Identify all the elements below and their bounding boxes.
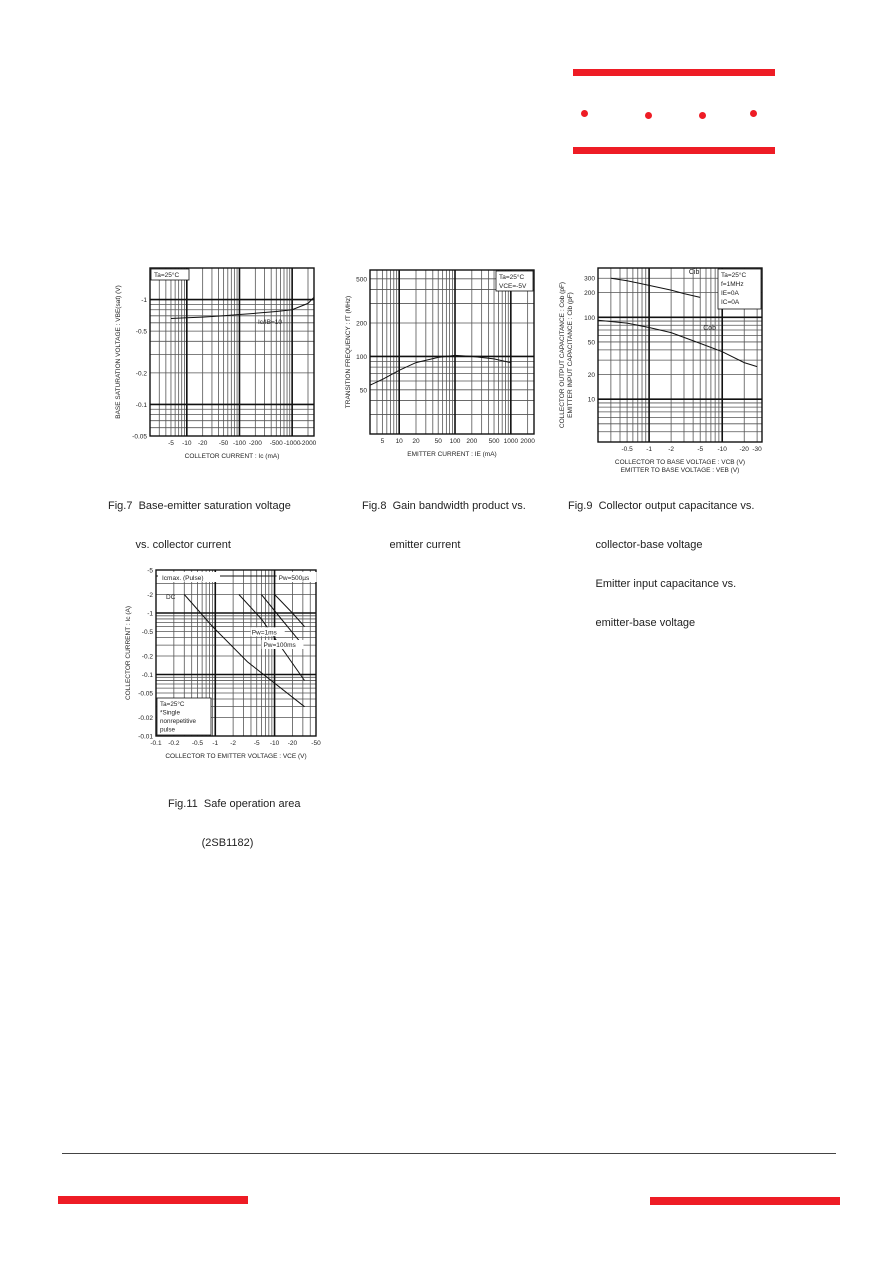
x-tick-label: -50 xyxy=(218,440,229,447)
footer-rule xyxy=(62,1153,836,1154)
y-axis-label: COLLECTOR CURRENT : Ic (A) xyxy=(125,605,132,701)
x-axis-label: COLLETOR CURRENT : Ic (mA) xyxy=(184,453,280,460)
x-tick-label: -200 xyxy=(248,440,262,447)
figure-7 xyxy=(108,260,320,551)
chart-capacitance xyxy=(558,260,768,474)
x-tick-label: 10 xyxy=(395,438,403,445)
condition-label: IE=0A xyxy=(721,290,739,297)
y-tick-label: -5 xyxy=(147,567,153,575)
x-tick-label: 500 xyxy=(488,438,500,445)
x-tick-label: 1000 xyxy=(503,438,519,445)
y-tick-label: -0.02 xyxy=(138,714,153,722)
pw500-label: Pw=500µs xyxy=(278,575,310,582)
x-tick-label: -500 xyxy=(269,440,283,447)
y-axis-label: TRANSITION FREQUENCY : fT (MHz) xyxy=(345,295,352,409)
header-dot-2 xyxy=(645,112,652,119)
x-tick-label: -0.1 xyxy=(150,740,162,747)
chart-safe-operation-area xyxy=(118,562,333,766)
y-tick-label: -0.5 xyxy=(135,328,147,336)
series-line-cib xyxy=(611,278,700,297)
x-tick-label: -10 xyxy=(717,446,727,453)
x-tick-label: -1 xyxy=(646,446,652,453)
y-tick-label: -2 xyxy=(147,591,153,599)
y-tick-label: -0.5 xyxy=(141,629,153,637)
y-tick-label: -0.1 xyxy=(135,401,147,409)
x-tick-label: -5 xyxy=(697,446,704,453)
icmax-label: Icmax. (Pulse) xyxy=(162,575,204,582)
condition-label: Ta=25°C xyxy=(154,272,180,279)
figure-8-caption xyxy=(362,474,526,578)
header-dot-4 xyxy=(750,110,757,117)
x-axis-label: COLLECTOR TO BASE VOLTAGE : VCB (V) xyxy=(614,459,746,466)
x-axis-label: EMITTER CURRENT : IE (mA) xyxy=(407,451,497,458)
x-tick-label: -1000 xyxy=(283,440,301,447)
caption-line: emitter current xyxy=(362,539,461,551)
y-tick-label: 50 xyxy=(359,387,367,395)
y-tick-label: 200 xyxy=(584,290,595,298)
y-tick-label: -0.05 xyxy=(138,690,153,698)
x-tick-label: 200 xyxy=(466,438,478,445)
x-tick-label: -20 xyxy=(739,446,749,453)
caption-line: emitter-base voltage xyxy=(568,617,696,629)
caption-line: Emitter input capacitance vs. xyxy=(568,578,737,590)
header-dot-3 xyxy=(699,112,706,119)
x-tick-label: -20 xyxy=(287,740,298,747)
pw1ms-label: Pw=1ms xyxy=(251,629,277,637)
y-tick-label: 10 xyxy=(587,396,595,404)
x-tick-label: -0.5 xyxy=(191,740,204,747)
header-bar-top xyxy=(573,69,775,76)
caption-line: Fig.11 Safe operation area xyxy=(168,798,301,810)
x-axis-label: COLLECTOR TO EMITTER VOLTAGE : VCE (V) xyxy=(165,753,307,760)
x-tick-label: -50 xyxy=(311,740,321,747)
figure-8 xyxy=(338,260,538,551)
x-axis-label-2: EMITTER TO BASE VOLTAGE : VEB (V) xyxy=(620,467,740,474)
y-tick-label: -0.05 xyxy=(132,433,147,441)
y-tick-label: 200 xyxy=(356,320,367,328)
caption-line: Fig.7 Base-emitter saturation voltage xyxy=(108,500,291,512)
condition-label: VCE=-5V xyxy=(499,283,527,290)
y-axis-label: COLLECTOR OUTPUT CAPACITANCE : Cob (pF) xyxy=(559,281,566,429)
chart-transition-frequency xyxy=(338,260,538,460)
x-tick-label: -100 xyxy=(232,440,246,447)
figure-9-caption xyxy=(568,474,754,656)
caption-line: collector-base voltage xyxy=(568,539,703,551)
condition-label: Ta=25°C xyxy=(721,272,747,279)
x-tick-label: 20 xyxy=(412,438,420,445)
y-tick-label: 100 xyxy=(584,314,595,322)
condition-label: f=1MHz xyxy=(721,281,744,288)
y-tick-label: -0.2 xyxy=(141,653,153,661)
figure-9 xyxy=(558,260,768,629)
figure-11-caption xyxy=(168,772,301,876)
caption-line: Fig.9 Collector output capacitance vs. xyxy=(568,500,755,512)
y-tick-label: 50 xyxy=(587,339,595,347)
caption-line: vs. collector current xyxy=(108,539,231,551)
x-tick-label: -5 xyxy=(168,440,174,447)
series-label-cib: Cib xyxy=(688,269,700,277)
pw100ms-label: Pw=100ms xyxy=(263,641,296,649)
ratio-label: Ic/IB=10 xyxy=(258,319,283,326)
x-tick-label: -0.2 xyxy=(168,740,180,747)
x-tick-label: -10 xyxy=(269,740,280,747)
y-tick-label: 20 xyxy=(587,372,595,380)
x-tick-label: -0.5 xyxy=(621,446,633,453)
x-tick-label: -5 xyxy=(253,740,260,747)
series-line-cob xyxy=(598,320,757,366)
x-tick-label: -30 xyxy=(752,446,762,453)
x-tick-label: -20 xyxy=(197,440,208,447)
x-tick-label: 2000 xyxy=(520,438,535,445)
footer-bar-right xyxy=(650,1197,840,1205)
chart-base-saturation-voltage xyxy=(108,260,320,460)
condition-label: Ta=25°C xyxy=(499,274,525,281)
y-axis-label: BASE SATURATION VOLTAGE : VBE(sat) (V) xyxy=(115,285,122,419)
y-tick-label: -1 xyxy=(147,610,153,618)
header-dot-1 xyxy=(581,110,588,117)
x-tick-label: -10 xyxy=(182,440,192,447)
y-tick-label: -0.01 xyxy=(138,733,153,741)
series-label-cob: Cob xyxy=(703,324,717,332)
dc-label: DC xyxy=(166,594,176,601)
y-tick-label: -0.2 xyxy=(135,370,147,378)
caption-line: Fig.8 Gain bandwidth product vs. xyxy=(362,500,526,512)
x-tick-label: 50 xyxy=(434,438,442,445)
y-tick-label: 100 xyxy=(356,353,367,361)
x-tick-label: 100 xyxy=(449,438,461,445)
header-bar-bottom xyxy=(573,147,775,154)
y-tick-label: 300 xyxy=(584,275,595,283)
y-tick-label: 500 xyxy=(356,276,367,284)
x-tick-label: 5 xyxy=(380,438,385,445)
y-tick-label: -0.1 xyxy=(141,671,153,679)
condition-label: *Single xyxy=(160,709,180,717)
y-axis-label-2: EMITTER INPUT CAPACITANCE : Cib (pF) xyxy=(567,292,574,418)
footer-bar-left xyxy=(58,1196,248,1204)
y-tick-label: -1 xyxy=(141,297,147,305)
condition-label: nonrepetitive xyxy=(160,718,197,725)
x-tick-label: -2000 xyxy=(299,440,317,447)
x-tick-label: -1 xyxy=(212,740,219,747)
x-tick-label: -2 xyxy=(230,740,237,747)
plot-frame xyxy=(370,270,534,434)
caption-line: (2SB1182) xyxy=(168,837,254,849)
condition-label: pulse xyxy=(160,726,176,734)
condition-label: IC=0A xyxy=(721,299,740,306)
figure-11 xyxy=(118,562,333,849)
condition-label: Ta=25°C xyxy=(160,701,185,708)
x-tick-label: -2 xyxy=(668,446,675,453)
series-line-pw500s xyxy=(275,595,305,627)
